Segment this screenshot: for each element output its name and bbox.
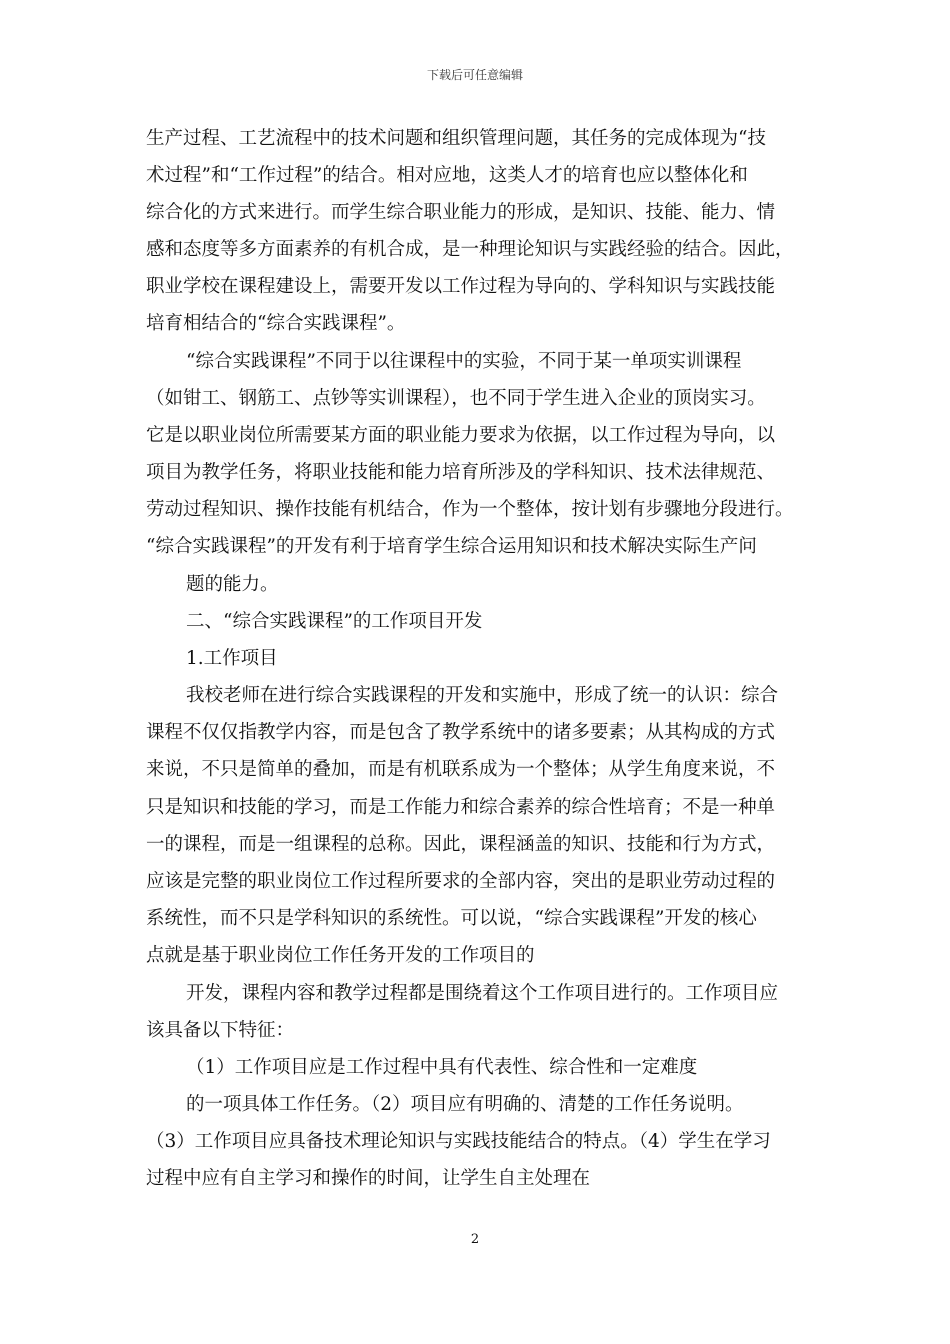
body-line: 感和态度等多方面素养的有机合成，是一种理论知识与实践经验的结合。因此， — [146, 239, 794, 260]
body-line: 系统性，而不只是学科知识的系统性。可以说，“综合实践课程”开发的核心 — [146, 908, 757, 929]
body-line: 综合化的方式来进行。而学生综合职业能力的形成，是知识、技能、能力、情 — [146, 202, 776, 223]
body-line: 我校老师在进行综合实践课程的开发和实施中，形成了统一的认识：综合 — [186, 685, 779, 706]
body-line: 该具备以下特征： — [146, 1020, 295, 1041]
body-line: 劳动过程知识、操作技能有机结合，作为一个整体，按计划有步骤地分段进行。 — [146, 499, 794, 520]
body-line: “综合实践课程”不同于以往课程中的实验，不同于某一单项实训课程 — [186, 351, 742, 372]
body-line: 生产过程、工艺流程中的技术问题和组织管理问题，其任务的完成体现为“技 — [146, 128, 766, 149]
body-line: 培育相结合的“综合实践课程”。 — [146, 313, 406, 334]
body-line: （如钳工、钢筋工、点钞等实训课程），也不同于学生进入企业的顶岗实习。 — [146, 388, 766, 409]
section-heading: 二、“综合实践课程”的工作项目开发 — [186, 611, 483, 632]
page-header: 下载后可任意编辑 — [426, 68, 523, 82]
body-line: 来说，不只是简单的叠加，而是有机联系成为一个整体；从学生角度来说，不 — [146, 759, 776, 780]
body-line: 开发，课程内容和教学过程都是围绕着这个工作项目进行的。工作项目应 — [186, 983, 779, 1004]
body-line: 题的能力。 — [186, 574, 279, 595]
body-line: （1）工作项目应是工作过程中具有代表性、综合性和一定难度 — [186, 1057, 698, 1078]
body-line: 项目为教学任务，将职业技能和能力培育所涉及的学科知识、技术法律规范、 — [146, 462, 776, 483]
body-line: 的一项具体工作任务。（2）项目应有明确的、清楚的工作任务说明。 — [186, 1094, 744, 1115]
body-line: 一的课程，而是一组课程的总称。因此，课程涵盖的知识、技能和行为方式， — [146, 834, 776, 855]
body-line: 术过程”和“工作过程”的结合。相对应地，这类人才的培育也应以整体化和 — [146, 165, 748, 186]
page-number: 2 — [470, 1232, 480, 1247]
body-line: （3）工作项目应具备技术理论知识与实践技能结合的特点。（4）学生在学习 — [146, 1131, 771, 1152]
body-line: “综合实践课程”的开发有利于培育学生综合运用知识和技术解决实际生产问 — [146, 536, 757, 557]
body-line: 它是以职业岗位所需要某方面的职业能力要求为依据，以工作过程为导向，以 — [146, 425, 776, 446]
body-line: 应该是完整的职业岗位工作过程所要求的全部内容，突出的是职业劳动过程的 — [146, 871, 776, 892]
body-line: 只是知识和技能的学习，而是工作能力和综合素养的综合性培育；不是一种单 — [146, 797, 776, 818]
subsection-heading: 1.工作项目 — [186, 648, 278, 669]
body-line: 职业学校在课程建设上，需要开发以工作过程为导向的、学科知识与实践技能 — [146, 276, 776, 297]
body-line: 点就是基于职业岗位工作任务开发的工作项目的 — [146, 945, 535, 966]
body-line: 过程中应有自主学习和操作的时间，让学生自主处理在 — [146, 1168, 591, 1189]
body-line: 课程不仅仅指教学内容，而是包含了教学系统中的诸多要素；从其构成的方式 — [146, 722, 776, 743]
